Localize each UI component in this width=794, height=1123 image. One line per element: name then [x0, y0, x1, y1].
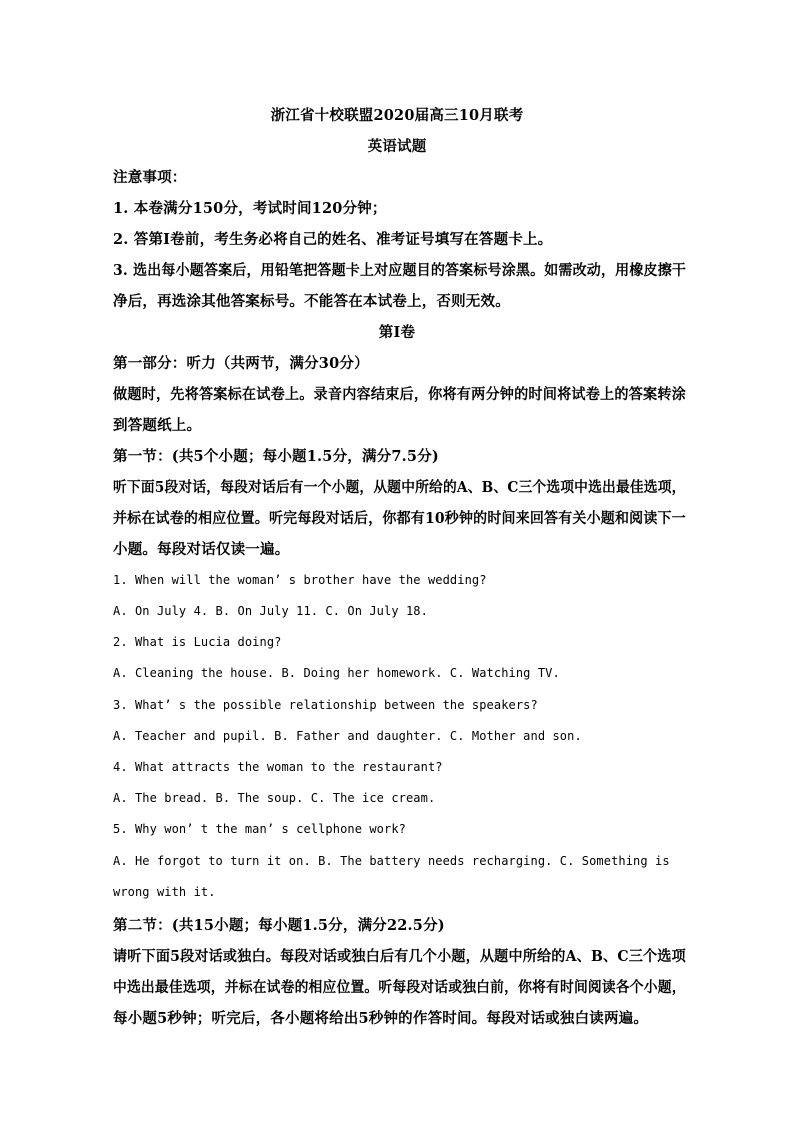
question-5-options-continued: wrong with it.: [113, 885, 216, 899]
notice-item: 3. 选出每小题答案后，用铅笔把答题卡上对应题目的答案标号涂黑。如需改动，用橡皮擦干: [113, 262, 687, 279]
question-1-options: A. On July 4. B. On July 11. C. On July 18.: [113, 604, 428, 618]
section2-intro-line: 请听下面5段对话或独白。每段对话或独白后有几个小题，从题中所给的A、B、C三个选项: [113, 948, 686, 965]
notice-item: 1. 本卷满分150分，考试时间120分钟；: [113, 200, 387, 217]
question-5: 5. Why won’ t the man’ s cellphone work?: [113, 822, 406, 836]
notice-item-continued: 净后，再选涂其他答案标号。不能答在本试卷上，否则无效。: [113, 293, 510, 310]
part1-heading: 第一部分：听力（共两节，满分30分）: [113, 355, 369, 372]
section2-heading: 第二节：(共15小题；每小题1.5分，满分22.5分): [113, 917, 445, 934]
question-3-options: A. Teacher and pupil. B. Father and daughter. C. Mother and son.: [113, 729, 582, 743]
exam-title: 浙江省十校联盟2020届高三10月联考: [270, 107, 524, 124]
section1-intro-line: 并标在试卷的相应位置。听完每段对话后，你都有10秒钟的时间来回答有关小题和阅读下一: [113, 510, 686, 527]
volume-title: 第Ⅰ卷: [378, 324, 416, 341]
part1-intro-line: 到答题纸上。: [113, 417, 202, 434]
exam-subject: 英语试题: [367, 138, 427, 155]
notice-heading: 注意事项：: [113, 169, 187, 186]
section1-intro-line: 小题。每段对话仅读一遍。: [113, 541, 290, 558]
question-2-options: A. Cleaning the house. B. Doing her homework. C. Watching TV.: [113, 666, 560, 680]
part1-intro-line: 做题时，先将答案标在试卷上。录音内容结束后，你将有两分钟的时间将试卷上的答案转涂: [113, 386, 687, 403]
question-4: 4. What attracts the woman to the restaurant?: [113, 760, 443, 774]
section1-intro-line: 听下面5段对话，每段对话后有一个小题，从题中所给的A、B、C三个选项中选出最佳选项，: [113, 479, 686, 496]
question-2: 2. What is Lucia doing?: [113, 635, 282, 649]
question-5-options: A. He forgot to turn it on. B. The battery needs recharging. C. Something is: [113, 854, 670, 868]
question-3: 3. What’ s the possible relationship between the speakers?: [113, 698, 538, 712]
section2-intro-line: 中选出最佳选项，并标在试卷的相应位置。听每段对话或独白前，你将有时间阅读各个小题，: [113, 979, 686, 996]
section2-intro-line: 每小题5秒钟；听完后，各小题将给出5秒钟的作答时间。每段对话或独白读两遍。: [113, 1010, 649, 1027]
section1-heading: 第一节：(共5个小题；每小题1.5分，满分7.5分): [113, 448, 439, 465]
question-4-options: A. The bread. B. The soup. C. The ice cream.: [113, 791, 436, 805]
question-1: 1. When will the woman’ s brother have the wedding?: [113, 573, 487, 587]
notice-item: 2. 答第Ⅰ卷前，考生务必将自己的姓名、准考证号填写在答题卡上。: [113, 231, 553, 248]
